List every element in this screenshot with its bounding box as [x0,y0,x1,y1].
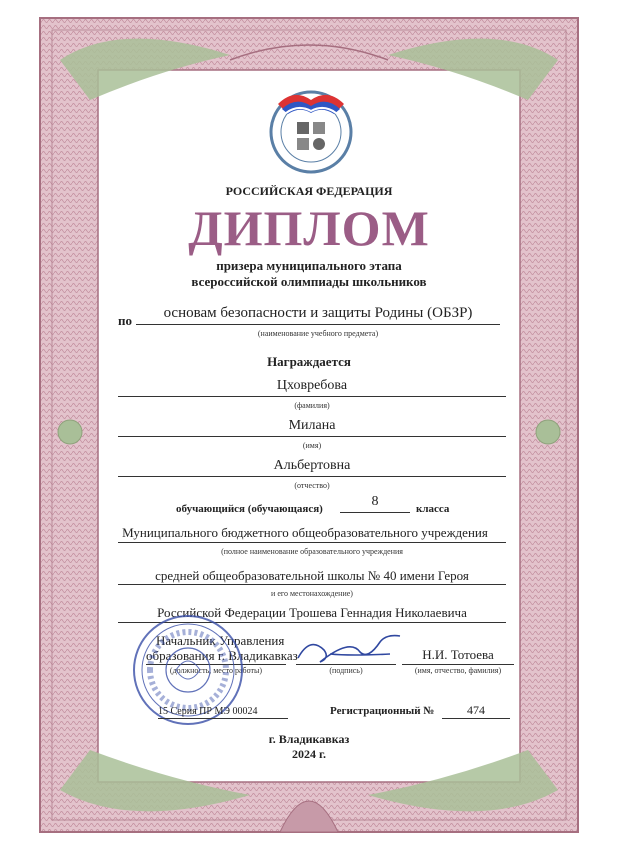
grade-label: обучающийся (обучающаяся) [176,503,323,515]
surname-value: Цховребова [276,378,348,393]
surname-caption: (фамилия) [294,401,330,410]
registration-number: 474 [467,703,485,717]
name-caption: (имя) [302,441,322,450]
school-line-3: Российской Федерации Трошева Геннадия Николаевича [157,605,467,620]
olympiad-emblem-icon [264,82,358,176]
school-line-2-rule [118,584,506,585]
subject-caption: (наименование учебного предмета) [257,329,379,338]
country-name: РОССИЙСКАЯ ФЕДЕРАЦИЯ [225,184,393,198]
signatory-name-line [402,664,514,665]
subtitle-line-1: призера муниципального этапа [216,258,402,273]
city: г. Владикавказ [268,732,350,746]
side-medallion-left [58,420,82,444]
subject-value: основам безопасности и защиты Родины (ОБЗР) [163,305,473,321]
year: 2024 г. [291,747,327,761]
award-heading: Награждается [267,354,351,369]
subject-line [136,324,500,325]
patronymic-line [118,476,506,477]
school-line-1: Муниципального бюджетного общеобразовательного учреждения [122,525,488,540]
registration-label: Регистрационный № [330,705,435,717]
sign-line [296,664,396,665]
position-caption: (должность, место работы) [169,666,263,675]
grade-value: 8 [371,494,379,509]
patronymic-value: Альбертовна [273,458,351,473]
school-line-1-rule [118,542,506,543]
registration-line [442,718,510,719]
signatory-name-caption: (имя, отчество, фамилия) [414,666,502,675]
signatory-name: Н.И. Тотоева [422,647,494,662]
patronymic-caption: (отчество) [294,481,330,490]
surname-line [118,396,506,397]
name-line [118,436,506,437]
diploma-series: 15 Серия ПР МЭ 00024 [158,706,258,717]
name-value: Милана [288,418,336,433]
subject-prefix: по [118,313,132,328]
signatory-position-2: образования г. Владикавказ [146,648,298,663]
side-medallion-right [536,420,560,444]
school-line-2: средней общеобразовательной школы № 40 имени Героя [155,568,469,583]
school-caption-1: (полное наименование образовательного учреждения [221,547,403,556]
school-caption-2: и его местонахождение) [271,589,353,598]
signatory-position-1: Начальник Управления [156,633,285,648]
sign-caption: (подпись) [329,666,363,675]
subtitle-line-2: всероссийской олимпиады школьников [191,274,427,289]
grade-suffix: класса [416,503,450,515]
grade-line [340,512,410,513]
series-line [158,718,288,719]
diploma-title: ДИПЛОМ [188,200,430,256]
